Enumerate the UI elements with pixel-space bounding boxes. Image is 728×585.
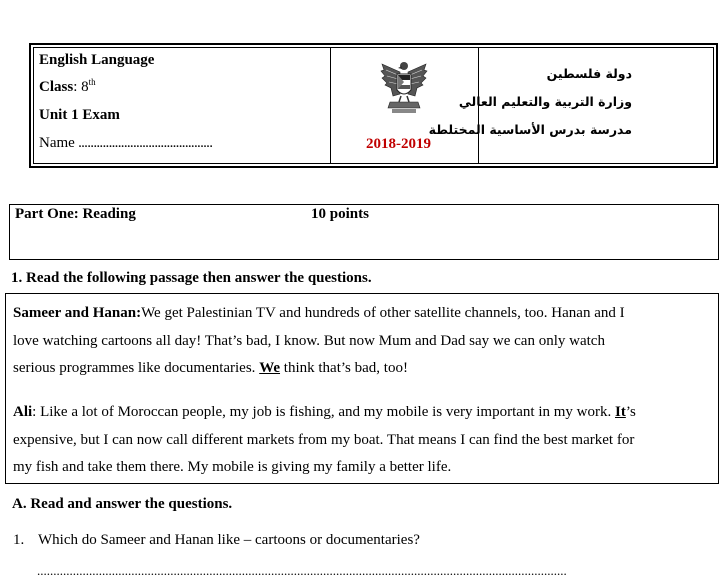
class-sup: th <box>88 77 96 87</box>
passage-p1-line3 <box>13 361 408 376</box>
palestine-eagle-emblem-icon <box>378 58 430 116</box>
passage-word-we: We <box>259 360 281 376</box>
question-a1-answer-line[interactable]: ................................................................................................................................................................... <box>37 563 567 578</box>
passage-p2-text1a: : Like a lot of Moroccan people, my job is fishing, and my mobile is very important in my work. <box>32 404 615 420</box>
passage-p2-line3: my fish and take them there. My mobile is giving my family a better life. <box>13 459 452 475</box>
reading-passage-box <box>5 293 719 484</box>
passage-p1-line2: love watching cartoons all day! That’s bad, I know. But now Mum and Dad say we can only watch <box>13 333 605 349</box>
question-a1-text: Which do Sameer and Hanan like – cartoons or documentaries? <box>38 532 420 548</box>
passage-speaker-sameer-hanan: Sameer and Hanan: <box>13 305 142 321</box>
question-1-instruction: 1. Read the following passage then answer the questions. <box>11 270 372 286</box>
class-line <box>39 77 96 95</box>
subject-label: English Language <box>39 52 155 68</box>
passage-p2-text1b: ’s <box>625 404 636 420</box>
passage-word-it: It <box>615 404 626 420</box>
name-label: Name <box>39 135 75 151</box>
unit-label: Unit 1 Exam <box>39 107 120 123</box>
arabic-state-name: دولة فلسطين <box>546 66 632 81</box>
passage-p1-line1 <box>13 306 625 321</box>
class-value: : 8 <box>73 79 89 95</box>
passage-p1-text1: We get Palestinian TV and hundreds of other satellite channels, too. Hanan and I <box>141 305 625 321</box>
part-one-points: 10 points <box>311 206 369 222</box>
header-divider-left <box>330 47 331 164</box>
school-year: 2018-2019 <box>366 136 431 152</box>
passage-p2-line2: expensive, but I can now call different markets from my boat. That means I can find the best market for <box>13 432 635 448</box>
arabic-ministry-name: وزارة التربية والتعليم العالي <box>458 94 632 109</box>
question-a1-number: 1. <box>13 532 25 548</box>
arabic-school-name: مدرسة بدرس الأساسية المختلطة <box>428 122 632 137</box>
class-label: Class <box>39 79 74 95</box>
passage-p1-text3a: serious programmes like documentaries. <box>13 360 260 376</box>
passage-p2-line1 <box>13 405 636 420</box>
name-dots: ............................................ <box>78 138 213 150</box>
passage-speaker-ali: Ali <box>13 404 33 420</box>
section-a-instruction: A. Read and answer the questions. <box>12 496 233 512</box>
name-line <box>39 136 213 151</box>
passage-p1-text3b: think that’s bad, too! <box>280 360 408 376</box>
part-one-title: Part One: Reading <box>15 206 136 222</box>
